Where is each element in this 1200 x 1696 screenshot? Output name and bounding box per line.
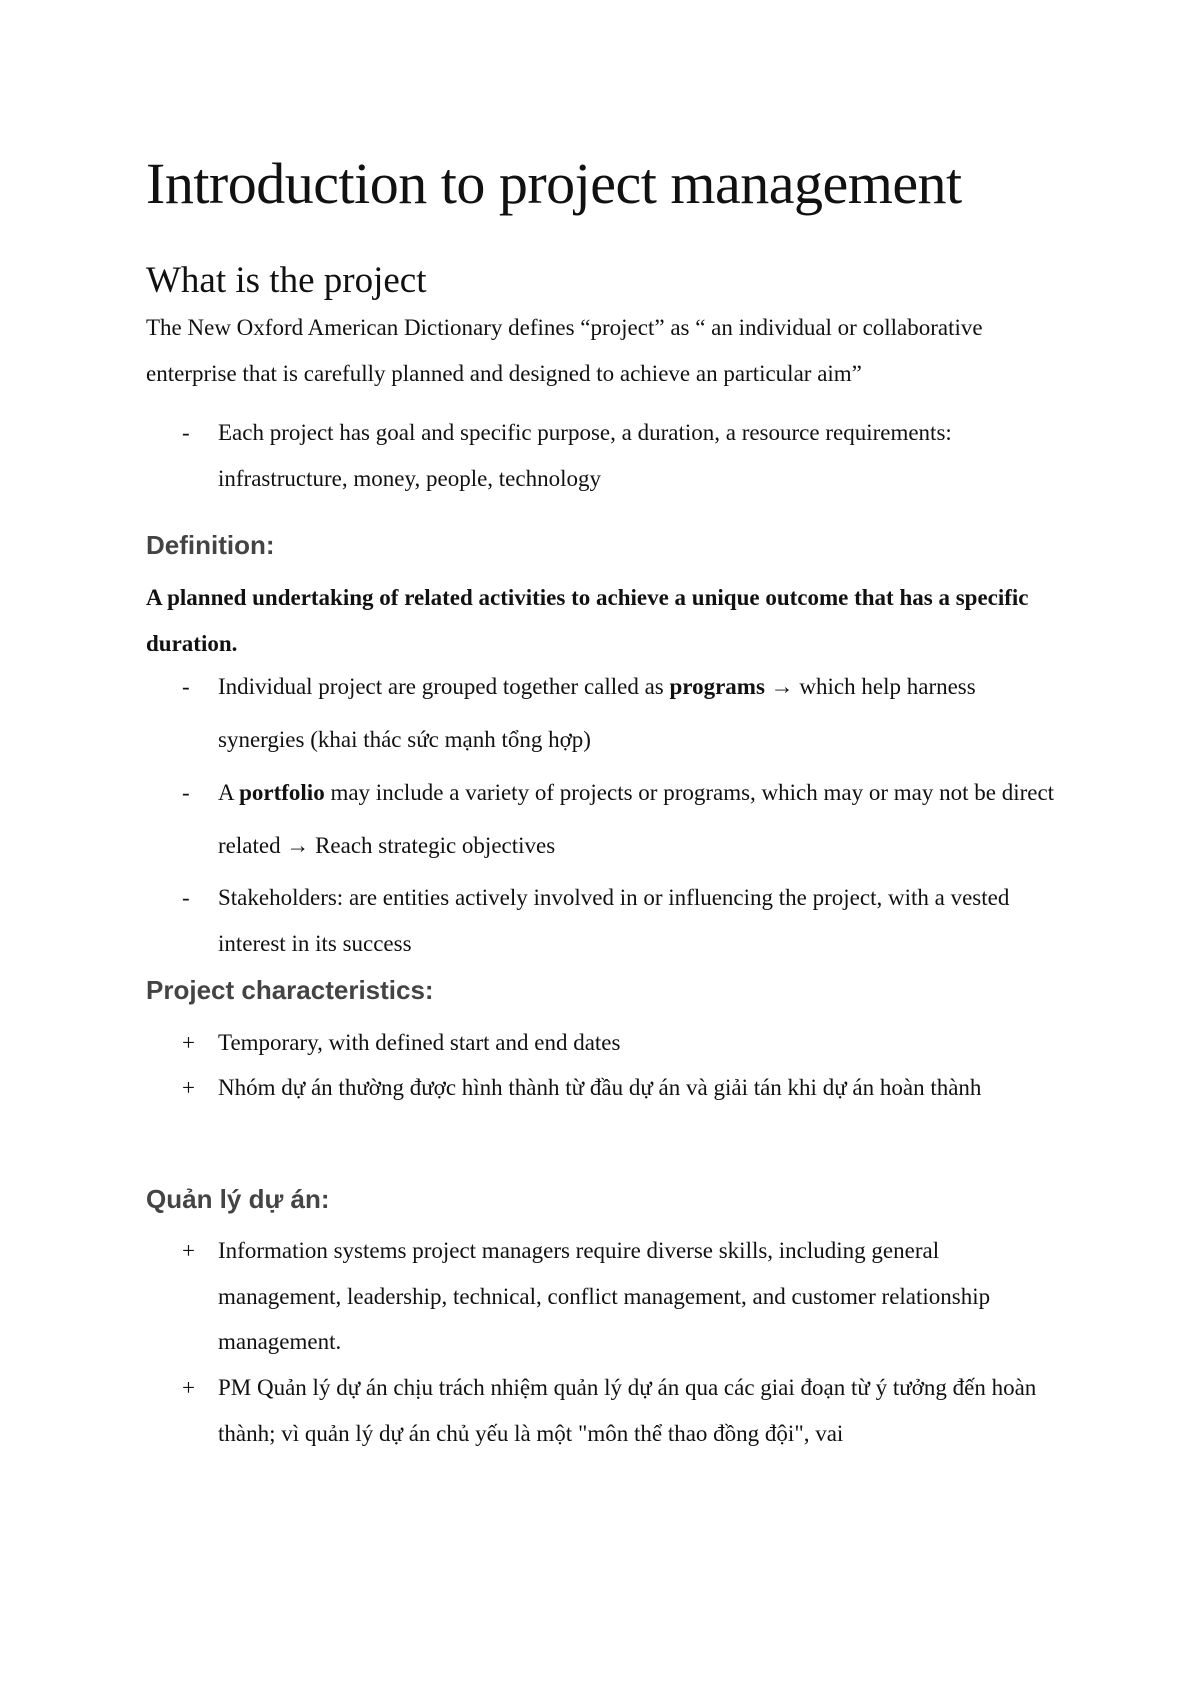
text-run: Individual project are grouped together called as xyxy=(218,674,670,699)
bullet-marker: - xyxy=(182,885,190,910)
text-run: A xyxy=(218,780,240,805)
list-item xyxy=(146,1065,1066,1111)
characteristics-heading: Project characteristics: xyxy=(146,975,434,1005)
intro-paragraph: The New Oxford American Dictionary defines “project” as “ an individual or collaborative enterprise that is carefully planned and designed to achieve an particular aim” xyxy=(146,315,983,386)
list-item-text: Stakeholders: are entities actively involved in or influencing the project, with a vested interest in its success xyxy=(218,885,1010,956)
list-item-text: Information systems project managers require diverse skills, including general management, leadership, technical, conflict management, and customer relationship management. xyxy=(218,1238,991,1354)
bold-term: portfolio xyxy=(239,780,325,805)
bullet-marker: + xyxy=(182,1375,195,1400)
list-item xyxy=(146,1365,1066,1456)
list-item-text xyxy=(218,660,1066,766)
document-title: Introduction to project management xyxy=(146,151,962,216)
section-subtitle: What is the project xyxy=(146,260,427,301)
list-item-text: PM Quản lý dự án chịu trách nhiệm quản lý dự án qua các giai đoạn từ ý tưởng đến hoàn thành; vì quản lý dự án chủ yếu là một "môn thể thao đồng đội", vai xyxy=(218,1375,1037,1446)
bullet-marker: - xyxy=(182,674,190,699)
list-item-text xyxy=(218,766,1066,872)
definition-heading: Definition: xyxy=(146,530,275,560)
list-item xyxy=(146,410,1066,501)
management-heading: Quản lý dự án: xyxy=(146,1184,330,1214)
list-item xyxy=(146,875,1066,966)
bold-term: programs xyxy=(669,674,765,699)
bullet-marker: - xyxy=(182,420,190,445)
bullet-marker: + xyxy=(182,1238,195,1263)
list-item-text: Each project has goal and specific purpose, a duration, a resource requirements: infrastructure, money, people, technology xyxy=(218,420,952,491)
bullet-marker: + xyxy=(182,1030,195,1055)
list-item-text: Nhóm dự án thường được hình thành từ đầu dự án và giải tán khi dự án hoàn thành xyxy=(218,1075,982,1100)
list-item xyxy=(146,1228,1066,1365)
list-item xyxy=(146,660,1066,766)
list-item xyxy=(146,1020,1066,1066)
text-run: → which help harness synergies (khai thác sức mạnh tổng hợp) xyxy=(218,674,976,752)
text-run: may include a variety of projects or programs, which may or may not be direct related → Reach strategic objectives xyxy=(218,780,1055,858)
list-item-text: Temporary, with defined start and end dates xyxy=(218,1030,621,1055)
bullet-marker: - xyxy=(182,780,190,805)
definition-statement: A planned undertaking of related activities to achieve a unique outcome that has a specific duration. xyxy=(146,585,1029,656)
list-item xyxy=(146,766,1066,872)
bullet-marker: + xyxy=(182,1075,195,1100)
